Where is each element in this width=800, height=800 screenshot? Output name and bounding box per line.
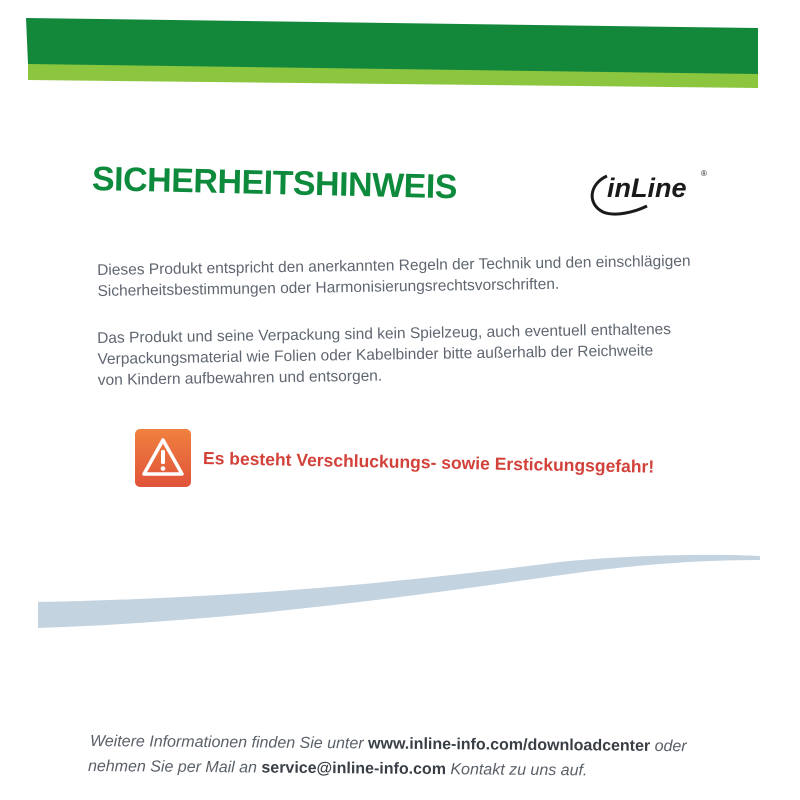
inline-logo [585,162,715,222]
footer-text: nehmen Sie per Mail an [87,758,262,777]
paragraph-line: Dieses Produkt entspricht den anerkannten Regeln der Technik und den einschlägigen [97,252,691,279]
footer-line-2 [88,758,728,782]
warning-text: Es besteht Verschluckungs- sowie Erstickungsgefahr! [202,448,655,477]
service-email-link[interactable]: service@inline-info.com [261,759,447,779]
paragraph-packaging [97,319,698,391]
footer-text: Kontakt zu uns auf. [445,761,588,780]
logo-registered-mark: ® [701,169,707,178]
paragraph-line: Verpackungsmaterial wie Folien oder Kabelbinder bitte außerhalb der Reichweite [97,342,654,368]
footer-text: oder [650,737,687,756]
download-center-link[interactable]: www.inline-info.com/downloadcenter [368,735,651,755]
footer-text: Weitere Informationen finden Sie unter [89,733,369,753]
paragraph-line: Sicherheitsbestimmungen oder Harmonisierungsrechtsvorschriften. [97,275,560,300]
header-banner [0,0,800,100]
logo-text: inLine [607,173,687,203]
paragraph-line: von Kindern aufbewahren und entsorgen. [97,367,383,389]
decorative-swoosh [0,540,800,640]
paragraph-conformity [97,251,698,302]
paragraph-line: Das Produkt und seine Verpackung sind kein Spielzeug, auch eventuell enthaltenes [97,320,672,347]
warning-triangle-icon [134,428,192,488]
page-title: SICHERHEITSHINWEIS [91,160,458,207]
footer-line-1 [90,733,730,757]
